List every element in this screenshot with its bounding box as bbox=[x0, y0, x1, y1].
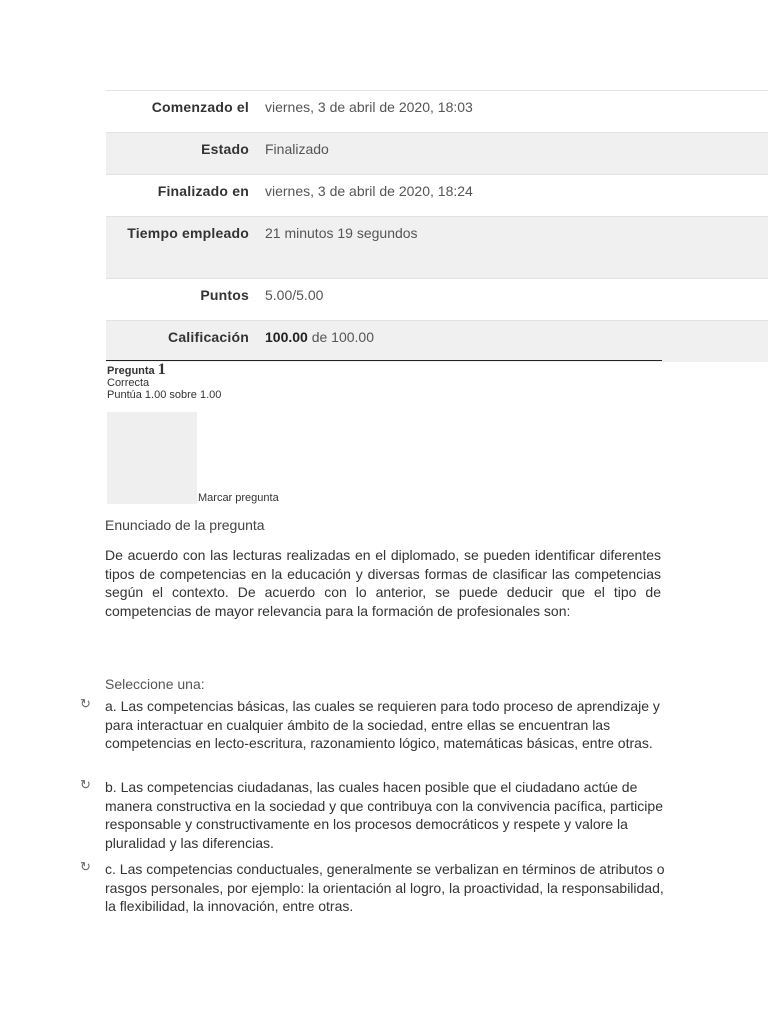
question-state: Correcta bbox=[107, 377, 150, 389]
summary-label: Estado bbox=[201, 141, 249, 157]
summary-label: Tiempo empleado bbox=[127, 225, 249, 241]
answer-option-text[interactable]: b. Las competencias ciudadanas, las cuales hacen posible que el ciudadano actúe de manera constructiva en la sociedad y que contribuya con la convivencia pacífica, participe responsable y constructivamente en los procesos democráticos y respete y valore la pluralidad y las diferencias. bbox=[105, 779, 663, 851]
summary-row-points bbox=[106, 278, 768, 320]
answer-option-text[interactable]: c. Las competencias conductuales, generalmente se verbalizan en términos de atributos o rasgos personales, por ejemplo: la orientación al logro, la proactividad, la responsabilidad, la flexibilidad, la innovación, entre otras. bbox=[105, 861, 665, 914]
summary-row-grade bbox=[106, 320, 768, 362]
flag-question-link[interactable]: Marcar pregunta bbox=[198, 492, 279, 504]
summary-value bbox=[256, 321, 768, 362]
answer-prompt: Seleccione una: bbox=[105, 676, 205, 692]
quiz-summary-table bbox=[106, 90, 768, 362]
grade-value: 100.00 bbox=[265, 329, 308, 345]
radio-icon[interactable]: ↻ bbox=[80, 696, 91, 711]
summary-label: Puntos bbox=[200, 287, 249, 303]
question-heading: Enunciado de la pregunta bbox=[105, 517, 265, 533]
question-info bbox=[107, 361, 222, 401]
summary-label: Calificación bbox=[168, 329, 249, 345]
summary-label: Comenzado el bbox=[151, 99, 249, 115]
summary-value: Finalizado bbox=[265, 141, 329, 157]
summary-value: viernes, 3 de abril de 2020, 18:24 bbox=[265, 183, 473, 199]
answer-option-a[interactable] bbox=[80, 697, 670, 753]
question-text: De acuerdo con las lecturas realizadas en el diplomado, se pueden identificar diferentes tipos de competencias en la educación y diversas formas de clasificar las competencias según el contexto. De acuerdo con lo anterior, se puede deducir que el tipo de competencias de mayor relevancia para la formación de profesionales son: bbox=[105, 547, 661, 619]
grade-max: de 100.00 bbox=[307, 329, 374, 345]
question-number bbox=[107, 361, 221, 378]
summary-row-state bbox=[106, 132, 768, 174]
question-grade: Puntúa 1.00 sobre 1.00 bbox=[107, 389, 222, 401]
radio-icon[interactable]: ↻ bbox=[80, 859, 91, 874]
radio-icon[interactable]: ↻ bbox=[80, 777, 91, 792]
question-number-value: 1 bbox=[157, 361, 166, 378]
summary-row-started bbox=[106, 90, 768, 132]
summary-value: viernes, 3 de abril de 2020, 18:03 bbox=[265, 99, 473, 115]
divider bbox=[106, 360, 662, 361]
answer-option-b[interactable] bbox=[80, 778, 670, 852]
summary-row-finished bbox=[106, 174, 768, 216]
question-label: Pregunta bbox=[107, 365, 155, 377]
summary-row-time-taken bbox=[106, 216, 768, 278]
summary-value: 21 minutos 19 segundos bbox=[265, 225, 418, 241]
flag-question-image[interactable] bbox=[107, 412, 197, 504]
summary-value: 5.00/5.00 bbox=[265, 287, 324, 303]
answer-option-text[interactable]: a. Las competencias básicas, las cuales se requieren para todo proceso de aprendizaje y para interactuar en cualquier ámbito de la sociedad, entre ellas se encuentran las competencias en lecto-escritura, razonamiento lógico, matemáticas básicas, entre otras. bbox=[105, 698, 660, 751]
summary-label: Finalizado en bbox=[157, 183, 249, 199]
answer-option-c[interactable] bbox=[80, 860, 670, 916]
